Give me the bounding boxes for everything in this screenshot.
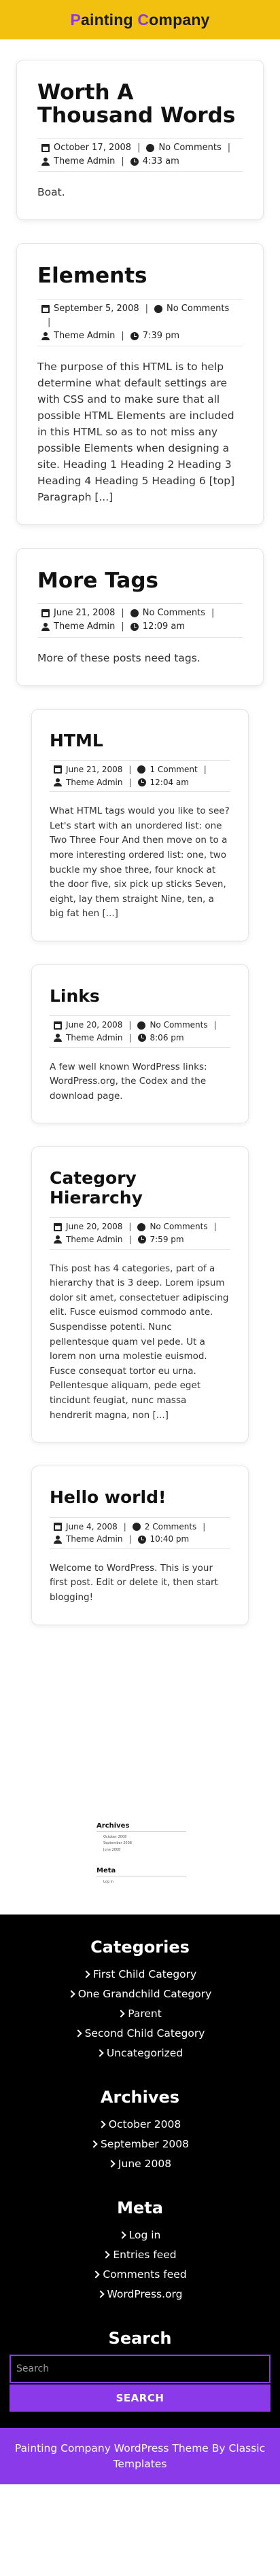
post-card (16, 548, 264, 685)
post-meta: September 5, 2008 | No Comments | Theme Admin | 7:39 pm (37, 299, 243, 346)
calendar-icon (54, 1021, 62, 1030)
post-excerpt: What HTML tags would you like to see? Let's start with an unordered list: one Two Three Four And then move on to a more interesting ordered list: one, two buckle my shoe three, four knock at the door five, six pick up sticks Seven, eight, lay them straight Nine, ten, a big fat hen [...] (50, 805, 230, 920)
post-card (16, 60, 264, 220)
post-author[interactable]: Theme Admin (66, 1235, 123, 1245)
sidebar-archive-link[interactable]: October 2008 (103, 1834, 127, 1839)
chevron-right-icon (67, 1990, 75, 1997)
user-icon (54, 1536, 62, 1544)
calendar-icon (41, 609, 50, 617)
post-meta: June 4, 2008 | 2 Comments | Theme Admin | 10:40 pm (50, 1517, 230, 1549)
user-icon (54, 1034, 62, 1042)
clock-icon (130, 332, 139, 340)
post-comments[interactable]: No Comments (158, 143, 222, 153)
logo-text-1: ainting (80, 10, 138, 29)
post-meta: June 20, 2008 | No Comments | Theme Admin | 7:59 pm (50, 1217, 230, 1249)
comment-icon (137, 765, 145, 774)
post-comments[interactable]: No Comments (150, 1020, 208, 1030)
footer-widgets (0, 1915, 280, 2428)
post-title[interactable]: Worth A Thousand Words (37, 80, 236, 128)
clock-icon (138, 1034, 146, 1042)
post-meta: June 21, 2008 | 1 Comment | Theme Admin | 12:04 am (50, 760, 230, 792)
user-icon (41, 332, 50, 340)
divider (97, 1831, 186, 1832)
archive-label: October 2008 (108, 2118, 181, 2130)
post-card (16, 243, 264, 525)
chevron-right-icon (107, 2160, 115, 2167)
calendar-icon (54, 765, 62, 774)
meta-widget (0, 2198, 280, 2304)
sidebar-meta-list (97, 1879, 186, 1886)
category-link[interactable] (0, 1984, 280, 2004)
sidebar-archive-link[interactable]: September 2008 (103, 1841, 132, 1846)
calendar-icon (41, 305, 50, 313)
clock-icon (138, 1536, 146, 1544)
comment-icon (137, 1223, 145, 1231)
clock-icon (138, 778, 146, 786)
comment-icon (146, 144, 154, 152)
post-comments[interactable]: 2 Comments (144, 1521, 197, 1531)
user-icon (54, 778, 62, 786)
post-title[interactable]: HTML (50, 730, 103, 750)
chevron-right-icon (82, 1970, 90, 1978)
category-label: First Child Category (92, 1967, 197, 1980)
chevron-right-icon (96, 2049, 103, 2056)
chevron-right-icon (118, 2231, 126, 2238)
archives-widget (0, 2088, 280, 2174)
search-input[interactable] (10, 2355, 270, 2383)
categories-widget (0, 1938, 280, 2063)
post-title[interactable]: Elements (37, 264, 147, 289)
post-author[interactable]: Theme Admin (54, 156, 116, 167)
logo-text-2: ompany (149, 10, 210, 29)
sidebar-meta-link[interactable]: Log in (103, 1880, 114, 1885)
comment-icon (133, 1523, 141, 1531)
post-time: 12:04 am (150, 777, 189, 787)
meta-label: Entries feed (113, 2248, 177, 2261)
meta-title: Meta (117, 2198, 163, 2217)
archive-label: June 2008 (118, 2157, 172, 2170)
chevron-right-icon (92, 2270, 100, 2278)
post-meta: June 20, 2008 | No Comments | Theme Admin | 8:06 pm (50, 1015, 230, 1047)
logo-initial-p: P (70, 10, 81, 29)
archive-link[interactable] (0, 2154, 280, 2174)
category-link[interactable] (0, 1965, 280, 1984)
user-icon (41, 623, 50, 631)
post-card (31, 964, 249, 1123)
post-title[interactable]: More Tags (37, 568, 158, 594)
post-meta: June 21, 2008 | No Comments | Theme Admin | 12:09 am (37, 603, 243, 637)
post-time: 10:40 pm (150, 1534, 190, 1544)
sidebar-archives-title: Archives (97, 1821, 130, 1830)
category-label: Parent (128, 2007, 162, 2020)
post-date[interactable]: June 20, 2008 (66, 1020, 123, 1030)
clock-icon (138, 1235, 146, 1244)
copyright-bar (0, 2428, 280, 2485)
calendar-icon (41, 144, 50, 152)
copyright-link[interactable]: Painting Company WordPress Theme By Classic Templates (14, 2442, 266, 2470)
post-time: 12:09 am (142, 621, 186, 632)
meta-label: WordPress.org (107, 2287, 183, 2300)
sidebar-archives-list (97, 1834, 186, 1854)
post-date[interactable]: June 21, 2008 (66, 765, 123, 775)
meta-label: Log in (128, 2228, 161, 2241)
post-date[interactable]: June 4, 2008 (66, 1521, 118, 1531)
clock-icon (130, 158, 139, 166)
calendar-icon (54, 1523, 62, 1531)
user-icon (54, 1235, 62, 1244)
post-comments[interactable]: No Comments (142, 608, 206, 619)
post-date[interactable]: June 20, 2008 (66, 1222, 123, 1232)
search-widget (0, 2329, 280, 2412)
post-date[interactable]: September 5, 2008 (54, 303, 139, 314)
post-date[interactable]: October 17, 2008 (54, 143, 132, 153)
meta-label: Comments feed (103, 2268, 187, 2281)
category-link[interactable] (0, 2044, 280, 2063)
calendar-icon (54, 1223, 62, 1231)
category-label: Second Child Category (84, 2027, 205, 2039)
post-time: 4:33 am (142, 156, 179, 167)
post-excerpt: This post has 4 categories, part of a hierarchy that is 3 deep. Lorem ipsum dolor sit amet, consectetuer adipiscing elit. Fusce euismod commodo ante. Suspendisse potenti. Nunc pellentesque quam vel pede. Ut a lorem non urna molestie euismod. Fusce consequat tortor eu urna. Pellentesque aliquam, pede eget tincidunt feugiat, nunc massa hendrerit magna, non [...] (50, 1263, 229, 1421)
post-comments[interactable]: 1 Comment (150, 765, 198, 775)
post-comments[interactable]: No Comments (150, 1222, 208, 1232)
logo-initial-c: C (137, 10, 150, 29)
post-time: 7:39 pm (142, 330, 180, 341)
search-button[interactable]: SEARCH (10, 2384, 270, 2412)
post-card (31, 1466, 249, 1625)
post-card (31, 709, 249, 941)
post-author[interactable]: Theme Admin (54, 330, 116, 341)
categories-title: Categories (90, 1937, 190, 1957)
post-title[interactable]: Hello world! (50, 1487, 167, 1508)
chevron-right-icon (90, 2140, 97, 2147)
post-author[interactable]: Theme Admin (66, 777, 123, 787)
post-time: 7:59 pm (150, 1235, 184, 1245)
comment-icon (154, 305, 162, 313)
archives-title: Archives (100, 2087, 180, 2107)
post-excerpt: Boat. (37, 186, 65, 199)
meta-link[interactable] (0, 2245, 280, 2265)
chevron-right-icon (103, 2251, 110, 2258)
site-logo[interactable] (70, 11, 209, 29)
search-title: Search (108, 2328, 172, 2348)
category-link[interactable] (0, 2024, 280, 2044)
post-author[interactable]: Theme Admin (66, 1534, 123, 1544)
sidebar-archive-link[interactable]: June 2008 (103, 1847, 121, 1852)
meta-link[interactable] (0, 2226, 280, 2245)
post-title[interactable]: Links (50, 985, 100, 1006)
post-card (31, 1146, 249, 1443)
sidebar-preview (97, 1822, 186, 1886)
post-excerpt: More of these posts need tags. (37, 651, 200, 664)
post-date[interactable]: June 21, 2008 (54, 608, 116, 619)
archive-label: September 2008 (100, 2137, 190, 2150)
meta-link[interactable] (0, 2285, 280, 2304)
clock-icon (130, 623, 139, 631)
comment-icon (137, 1021, 145, 1030)
post-time: 8:06 pm (150, 1033, 184, 1043)
archive-link[interactable] (0, 2115, 280, 2135)
post-list (0, 39, 280, 1625)
post-comments[interactable]: No Comments (167, 303, 230, 314)
user-icon (41, 158, 50, 166)
site-header (0, 0, 280, 39)
sidebar-meta-title: Meta (97, 1867, 116, 1875)
archive-link[interactable] (0, 2135, 280, 2154)
chevron-right-icon (74, 2029, 82, 2037)
category-label: Uncategorized (106, 2046, 183, 2059)
post-meta: October 17, 2008 | No Comments | Theme Admin | 4:33 am (37, 138, 243, 172)
chevron-right-icon (98, 2120, 105, 2128)
post-excerpt: Welcome to WordPress. This is your first post. Edit or delete it, then start blogging! (50, 1562, 218, 1603)
post-title[interactable]: Category Hierarchy (50, 1168, 143, 1208)
post-author[interactable]: Theme Admin (66, 1033, 123, 1043)
meta-link[interactable] (0, 2265, 280, 2285)
post-excerpt: A few well known WordPress links: WordPress.org, the Codex and the download page. (50, 1061, 207, 1102)
category-link[interactable] (0, 2004, 280, 2024)
chevron-right-icon (118, 2010, 125, 2017)
comment-icon (130, 609, 139, 617)
post-excerpt: The purpose of this HTML is to help determine what default settings are with CSS and to make sure that all possible HTML Elements are included in this HTML so as to not miss any possible Elements when designing a site. Heading 1 Heading 2 Heading 3 Heading 4 Heading 5 Heading 6 [top] Paragraph [...] (37, 361, 235, 504)
post-author[interactable]: Theme Admin (54, 621, 116, 632)
chevron-right-icon (97, 2290, 104, 2298)
category-label: One Grandchild Category (77, 1987, 212, 2000)
